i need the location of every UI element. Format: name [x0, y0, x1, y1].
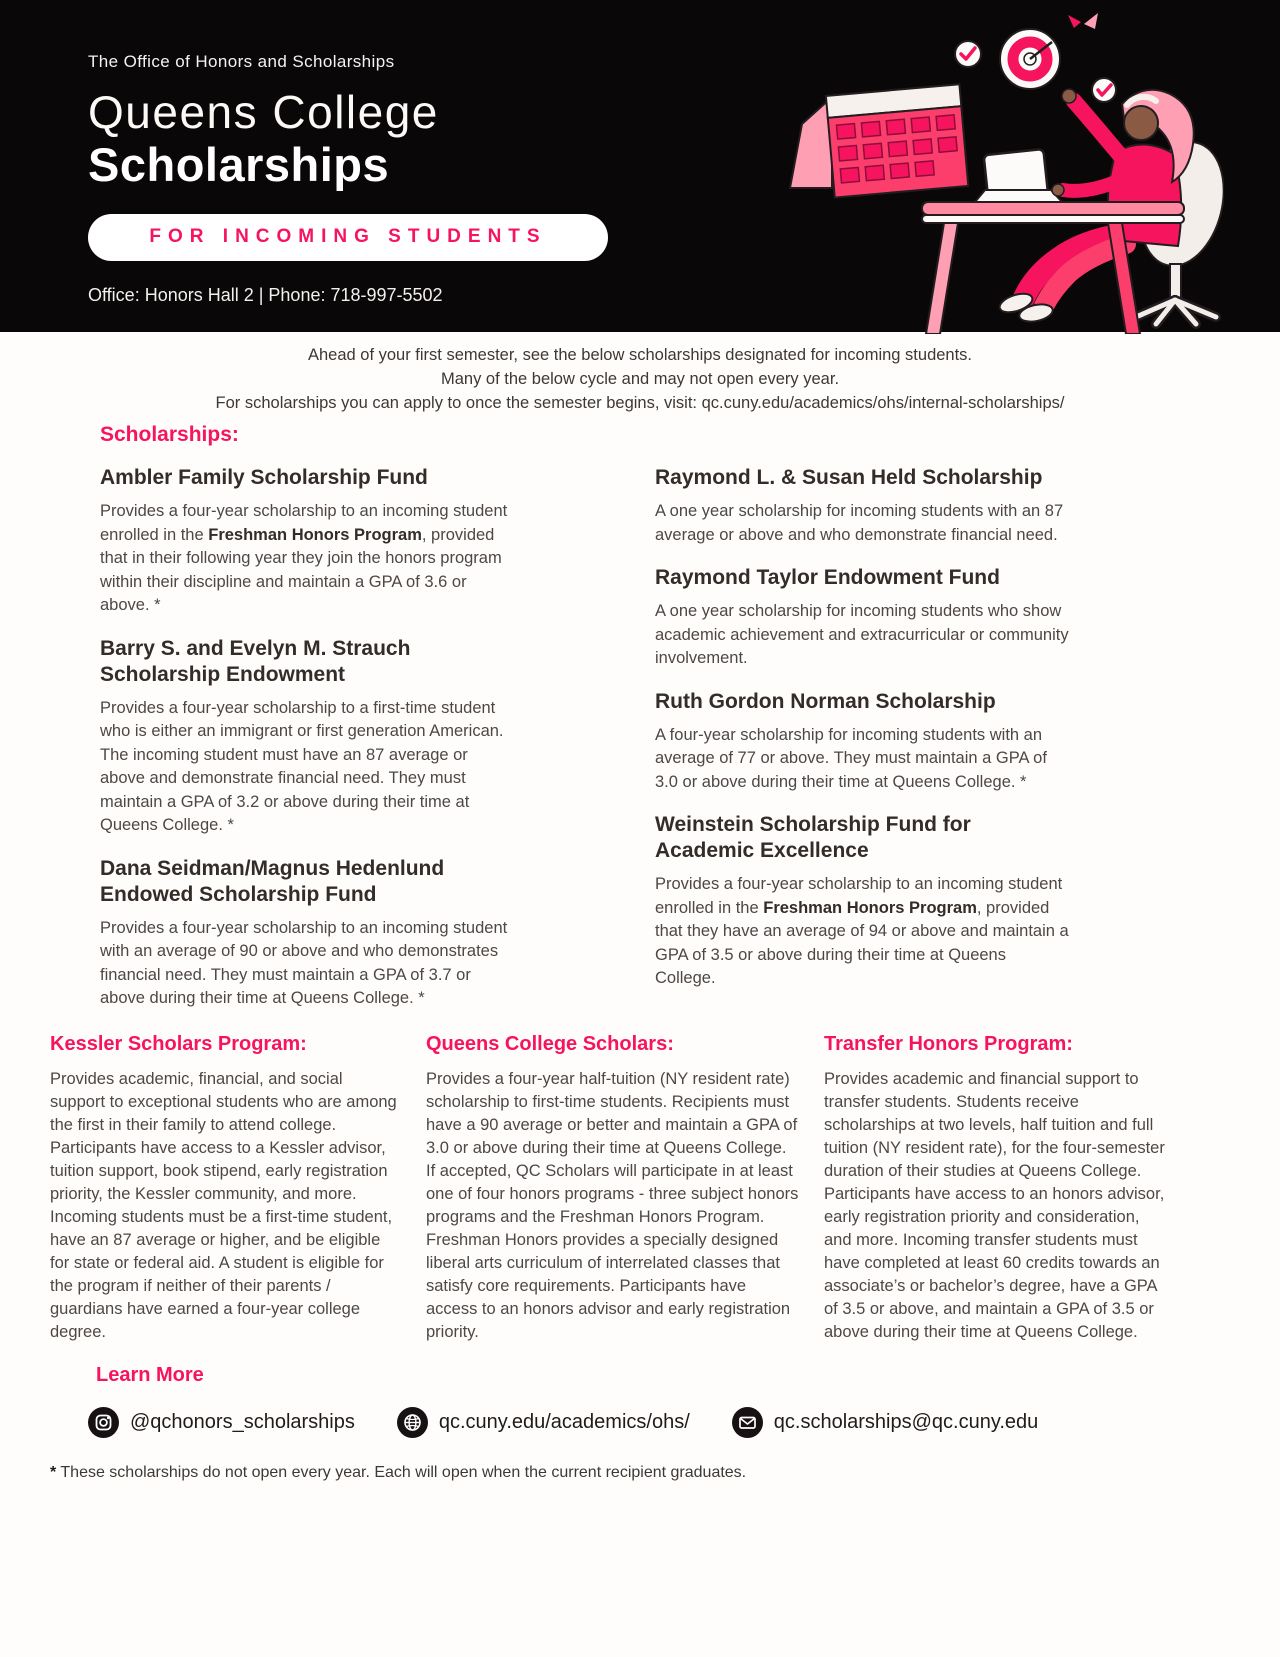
scholarship-entry [655, 465, 1069, 547]
scholarship-description: Provides a four-year scholarship to an incoming student with an average of 90 or above and who demonstrates financial need. They must maintain a GPA of 3.7 or above during their time at Queens College. * [100, 918, 508, 1007]
footnote [0, 1464, 1280, 1482]
scholarship-description: A one year scholarship for incoming students who show academic achievement and extracurricular or community involvement. [655, 602, 1069, 667]
scholarships-section [0, 415, 1280, 1011]
scholarship-entry [655, 565, 1069, 671]
contact-email[interactable] [732, 1407, 1039, 1438]
incoming-students-badge [88, 214, 608, 261]
scholarship-description: Provides a four-year scholarship to a first-time student who is either an immigrant or first generation American. The incoming student must have an 87 average or above and demonstrate financial need. They must maintain a GPA of 3.2 or above during their time at Queens College. * [100, 698, 504, 834]
header [0, 0, 1280, 332]
scholarship-title: Raymond Taylor Endowment Fund [655, 566, 1000, 589]
intro-line: Many of the below cycle and may not open every year. [440, 370, 840, 388]
scholarships-right-column [655, 447, 1069, 1011]
scholarship-entry [655, 689, 1069, 795]
scholarship-entry [100, 856, 514, 1011]
programs-section [0, 1017, 1280, 1344]
scholarship-title: Raymond L. & Susan Held Scholarship [655, 466, 1043, 489]
contact-label: qc.scholarships@qc.cuny.edu [773, 1410, 1039, 1433]
email-icon [732, 1407, 763, 1438]
desk-illustration [772, 2, 1224, 334]
office-contact-line: Office: Honors Hall 2 | Phone: 718-997-5502 [88, 284, 443, 305]
office-label: The Office of Honors and Scholarships [88, 52, 395, 71]
intro-line: Ahead of your first semester, see the below scholarships designated for incoming students. [307, 346, 973, 364]
contact-website[interactable] [397, 1407, 690, 1438]
program-column [426, 1017, 800, 1344]
scholarships-left-column [100, 447, 514, 1011]
scholarships-heading: Scholarships: [100, 423, 239, 446]
learn-more-section [0, 1364, 1280, 1438]
intro-text [0, 343, 1280, 415]
instagram-icon [88, 1407, 119, 1438]
program-description: Provides academic and financial support to transfer students. Students receive scholarships at two levels, half tuition and full tuition (NY resident rate), for the four-semester duration of their studies at Queens College. Participants have access to an honors advisor, early registration priority and consideration, and more. Incoming transfer students must have completed at least 60 credits towards an associate’s or bachelor’s degree, have a GPA of 3.5 or above, and maintain a GPA of 3.5 or above during their time at Queens College. [824, 1069, 1165, 1341]
scholarship-title: Dana Seidman/Magnus Hedenlund Endowed Scholarship Fund [100, 856, 445, 906]
scholarship-description: A one year scholarship for incoming students with an 87 average or above and who demonstrate financial need. [655, 502, 1064, 544]
title-line2: Scholarships [88, 138, 390, 192]
laptop-icon [975, 149, 1062, 202]
program-description: Provides academic, financial, and social support to exceptional students who are among the first in their family to attend college. Participants have access to a Kessler advisor, tuition support, book stipend, early registration priority, the Kessler community, and more. Incoming students must be a first-time student, have an 87 average or higher, and be eligible for state or federal aid. A student is eligible for the program if neither of their parents / guardians have earned a four-year college degree. [50, 1069, 397, 1341]
calendar-icon [790, 84, 968, 197]
target-icon [1000, 29, 1060, 89]
butterfly-icon [1068, 13, 1098, 29]
checkmark-icon [1092, 78, 1116, 102]
globe-icon [397, 1407, 428, 1438]
scholarship-entry [100, 636, 514, 838]
contact-instagram[interactable] [88, 1407, 355, 1438]
checkmark-icon [955, 41, 981, 67]
program-title: Queens College Scholars: [426, 1032, 674, 1055]
program-title: Kessler Scholars Program: [50, 1032, 307, 1055]
title-line1: Queens College [88, 86, 439, 138]
scholarship-title: Ambler Family Scholarship Fund [100, 466, 428, 489]
contact-label: qc.cuny.edu/academics/ohs/ [438, 1410, 690, 1433]
contact-label: @qchonors_scholarships [130, 1410, 355, 1433]
learn-more-heading: Learn More [96, 1363, 204, 1386]
program-column [824, 1017, 1170, 1344]
scholarship-description: A four-year scholarship for incoming students with an average of 77 or above. They must maintain a GPA of 3.0 or above during their time at Queens College. * [655, 725, 1047, 791]
scholarship-entry [655, 812, 1069, 991]
badge-label: FOR INCOMING STUDENTS [149, 226, 547, 248]
scholarship-title: Weinstein Scholarship Fund for Academic Excellence [655, 813, 971, 862]
scholarship-title: Ruth Gordon Norman Scholarship [655, 689, 996, 713]
program-title: Transfer Honors Program: [824, 1032, 1073, 1055]
scholarship-title: Barry S. and Evelyn M. Strauch Scholarship Endowment [100, 636, 411, 686]
footnote-asterisk: * [50, 1463, 57, 1481]
intro-line: For scholarships you can apply to once the semester begins, visit: qc.cuny.edu/academics/ohs/internal-scholarships/ [215, 394, 1065, 412]
person-arms [1052, 89, 1124, 196]
scholarship-description: Provides a four-year scholarship to an incoming student enrolled in the Freshman Honors Program, provided that in their following year they join the honors program within their discipline and maintain a GPA of 3.6 or above. * [100, 502, 508, 614]
footnote-text: These scholarships do not open every year. Each will open when the current recipient graduates. [60, 1463, 747, 1481]
scholarship-entry [100, 465, 514, 618]
contacts-row [88, 1407, 1280, 1438]
program-description: Provides a four-year half-tuition (NY resident rate) scholarship to first-time students. Recipients must have a 90 average or better and maintain a GPA of 3.0 or above during their time at Queens College. If accepted, QC Scholars will participate in at least one of four honors programs - three subject honors programs and the Freshman Honors Program. Freshman Honors provides a specially designed liberal arts curriculum of interrelated classes that satisfy core requirements. Participants have access to an honors advisor and early registration priority. [426, 1069, 799, 1341]
scholarship-description: Provides a four-year scholarship to an incoming student enrolled in the Freshman Honors Program, provided that they have an average of 94 or above and maintain a GPA of 3.5 or above during their time at Queens College. [655, 875, 1069, 987]
program-column [50, 1017, 402, 1344]
